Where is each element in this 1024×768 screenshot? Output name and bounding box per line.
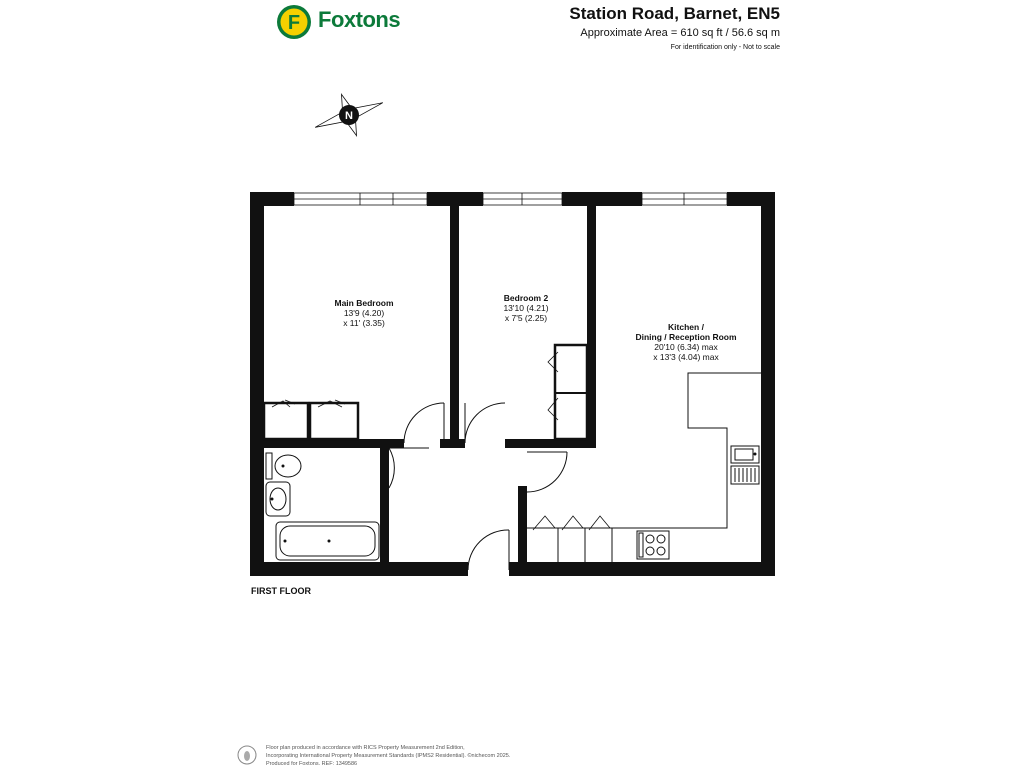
- main-bedroom-label: [314, 298, 414, 328]
- bathroom-fixtures: [266, 453, 379, 560]
- kitchen-name1: Kitchen /: [668, 322, 704, 332]
- main-bedroom-wardrobes: [264, 400, 358, 439]
- scale-note: For identification only - Not to scale: [670, 44, 780, 51]
- kitchen-counters: [527, 373, 761, 562]
- kitchen-label: [616, 322, 756, 362]
- approximate-area: Approximate Area = 610 sq ft / 56.6 sq m: [580, 27, 780, 39]
- floor-label: FIRST FLOOR: [251, 586, 311, 596]
- walls: [250, 192, 775, 576]
- bedroom2-label: [476, 293, 576, 323]
- compass-letter: N: [345, 110, 353, 122]
- footer-line3: Produced for Foxtons. REF: 1349586: [266, 761, 358, 767]
- footer-notes: [266, 744, 516, 768]
- footprint-icon: [236, 744, 258, 766]
- bedroom2-dim2: x 7'5 (2.25): [504, 313, 548, 323]
- footer-line1: Floor plan produced in accordance with RICS Property Measurement 2nd Edition,: [266, 745, 465, 751]
- main-bedroom-name: Main Bedroom: [334, 298, 394, 308]
- kitchen-dim1: 20'10 (6.34) max: [654, 342, 718, 352]
- kitchen-dim2: x 13'3 (4.04) max: [653, 352, 719, 362]
- main-bedroom-dim2: x 11' (3.35): [343, 318, 385, 328]
- windows: [294, 193, 727, 205]
- brand-name: Foxtons: [318, 7, 401, 32]
- property-address: Station Road, Barnet, EN5: [569, 4, 780, 23]
- bedroom2-wardrobes: [548, 345, 587, 439]
- doors: [389, 403, 567, 570]
- bedroom2-dim1: 13'10 (4.21): [503, 303, 549, 313]
- main-bedroom-dim1: 13'9 (4.20): [343, 308, 385, 318]
- svg-text:F: F: [287, 12, 301, 34]
- footer-line2: Incorporating International Property Measurement Standards (IPMS2 Residential). ©nichecom 2025.: [266, 753, 511, 759]
- kitchen-name2: Dining / Reception Room: [635, 332, 737, 342]
- bedroom2-name: Bedroom 2: [503, 293, 549, 303]
